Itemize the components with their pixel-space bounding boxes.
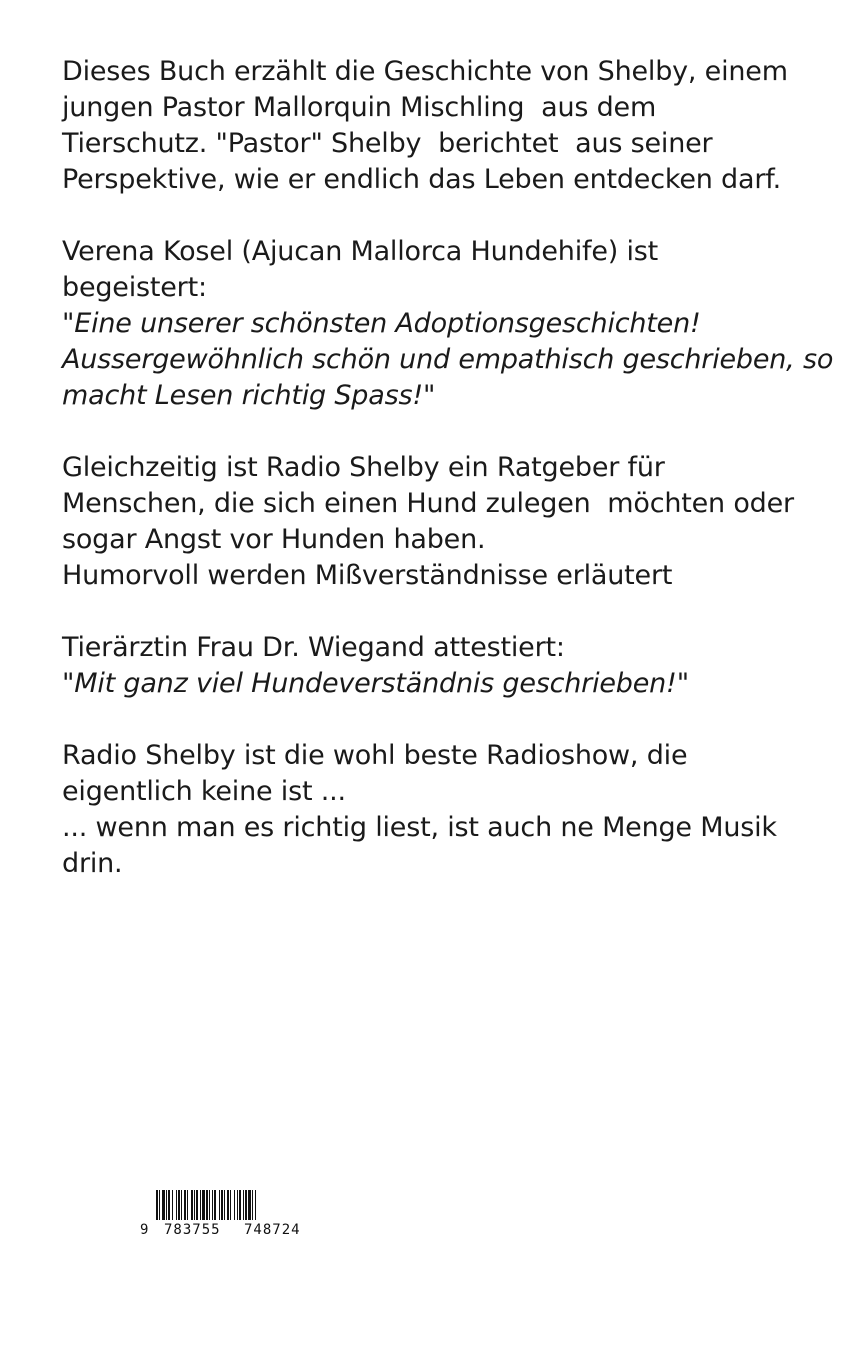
- quote-line: Aussergewöhnlich schön und empathisch geschrieben, so: [62, 344, 834, 375]
- paragraph-review-wiegand: [62, 630, 822, 702]
- quote-line: macht Lesen richtig Spass!": [62, 380, 436, 411]
- text-line: ... wenn man es richtig liest, ist auch ne Menge Musik: [62, 812, 777, 843]
- text-line: Perspektive, wie er endlich das Leben entdecken darf.: [62, 164, 781, 195]
- barcode-digits-right: 748724: [244, 1222, 301, 1238]
- text-line: Humorvoll werden Mißverständnisse erläutert: [62, 560, 673, 591]
- text-line: drin.: [62, 848, 123, 879]
- text-line: jungen Pastor Mallorquin Mischling aus dem: [62, 92, 657, 123]
- text-line: Dieses Buch erzählt die Geschichte von Shelby, einem: [62, 56, 788, 87]
- barcode-bars-icon: [156, 1190, 326, 1222]
- paragraph-guide: [62, 450, 822, 594]
- text-line: sogar Angst vor Hunden haben.: [62, 524, 486, 555]
- text-line: eigentlich keine ist ...: [62, 776, 346, 807]
- quote-line: "Mit ganz viel Hundeverständnis geschrieben!": [62, 668, 689, 699]
- text-line: Radio Shelby ist die wohl beste Radioshow, die: [62, 740, 688, 771]
- quote-text: Mit ganz viel Hundeverständnis geschrieben!: [74, 668, 677, 699]
- text-line: begeistert:: [62, 272, 207, 303]
- isbn-barcode: [140, 1190, 330, 1242]
- text-line: Gleichzeitig ist Radio Shelby ein Ratgeber für: [62, 452, 665, 483]
- paragraph-closing: [62, 738, 822, 882]
- barcode-digits-left: 783755: [164, 1222, 221, 1238]
- quote-text: Eine unserer schönsten Adoptionsgeschichten!: [74, 308, 701, 339]
- back-cover-text: [62, 54, 834, 918]
- text-line: Menschen, die sich einen Hund zulegen möchten oder: [62, 488, 794, 519]
- paragraph-review-kosel: [62, 234, 834, 414]
- text-line: Verena Kosel (Ajucan Mallorca Hundehife) ist: [62, 236, 659, 267]
- paragraph-intro: [62, 54, 822, 198]
- quote-text: macht Lesen richtig Spass!: [62, 380, 423, 411]
- text-line: Tierärztin Frau Dr. Wiegand attestiert:: [62, 632, 565, 663]
- quote-line: "Eine unserer schönsten Adoptionsgeschichten!: [62, 308, 701, 339]
- barcode-digit-first: 9: [140, 1222, 150, 1238]
- text-line: Tierschutz. "Pastor" Shelby berichtet aus seiner: [62, 128, 713, 159]
